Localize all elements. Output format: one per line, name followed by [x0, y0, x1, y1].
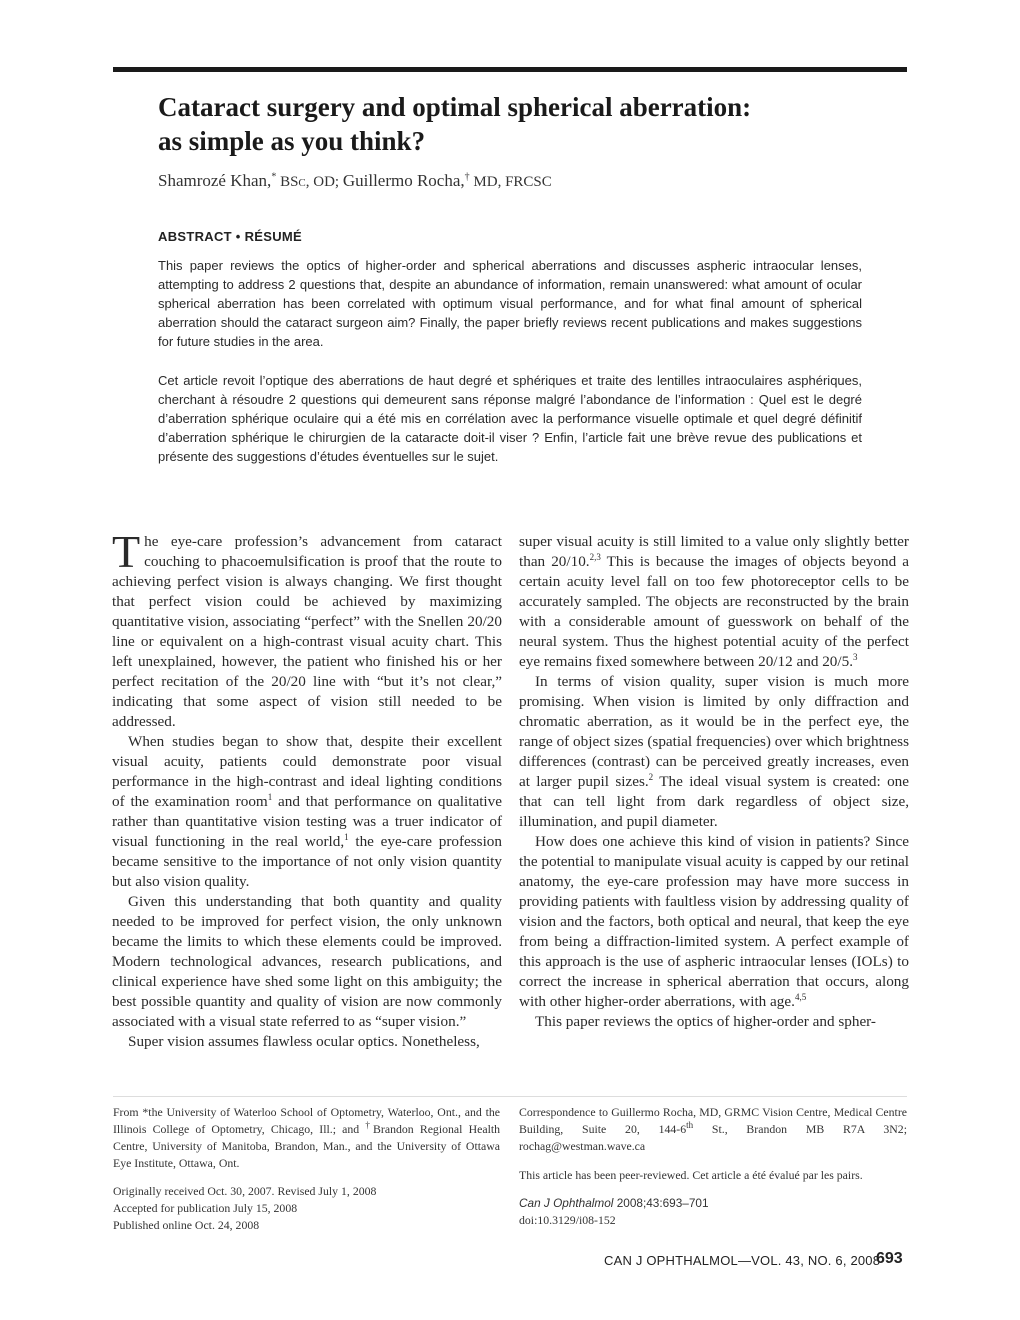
- peer-review-note: [519, 1167, 907, 1184]
- affiliation-text-b: Brandon Regional Health Centre, University of Manitoba, Brandon, Man., and the University of Ottawa Eye Institute, Ottawa, Ont.: [113, 1122, 501, 1170]
- affiliation-text-a: From *the University of Waterloo School of Optometry, Waterloo, Ont., and the Illinois College of Optometry, Chicago, Ill.; and: [113, 1105, 500, 1136]
- paragraph-5-text-a: super visual acuity is still limited to a value only slightly better than 20/10.: [519, 533, 909, 570]
- abstract-french: Cet article revoit l’optique des aberrations de haut degré et sphériques et traite des lentilles intraoculaires asphériques, cherchant à résoudre 2 questions qui demeurent sans réponse malgré l’abondance de l’information : Quel est le degré d’aberration sphérique oculaire qui a été mis en corrélation avec la performance visuelle optimale et quel degré définitif d’aberration sphérique le chirurgien de la cataracte doit-il viser ? Enfin, l’article fait une brève revue des publications et présente des suggestions d’études éventuelles sur le sujet.: [158, 373, 862, 464]
- body-column-right: [519, 532, 909, 1032]
- paragraph-2: [112, 732, 502, 892]
- affiliation-note: [113, 1104, 500, 1172]
- paragraph-6-text-b: The ideal visual system is created: one that can tell light from dark regardless of object size, illumination, and pupil diameter.: [519, 773, 909, 830]
- paragraph-1: [112, 526, 502, 732]
- paragraph-7-text-a: How does one achieve this kind of vision in patients? Since the potential to manipulate visual acuity is capped by our retinal anatomy, the eye-care profession may have more success in providing patients with faultless vision by addressing quality of vision and the factors, both optical and neural, that keep the eye from being a diffraction-limited system. A perfect example of this approach is the use of aspheric intraocular lenses (IOLs) to correct the increase in spherical aberration that occurs, along with other higher-order aberrations, with age.: [519, 833, 909, 1010]
- author-2-mark: †: [464, 171, 470, 183]
- citation-ref: 1: [344, 831, 349, 842]
- citation-ref: 2,3: [589, 551, 601, 562]
- paragraph-3: Given this understanding that both quantity and quality needed to be improved for perfect vision, the only unknown became the limits to which these elements could be improved. Modern technological advances, research publications, and clinical experience have shed some light on this ambiguity; the best possible quantity and quality of vision are now commonly associated with a visual state referred to as “super vision.”: [112, 893, 502, 1030]
- citation-journal: Can J Ophthalmol: [519, 1196, 614, 1210]
- citation-ref: 4,5: [794, 991, 807, 1002]
- body-column-left: [112, 526, 502, 1052]
- paragraph-8: This paper reviews the optics of higher-order and spher-: [535, 1013, 876, 1030]
- correspondence-note: [519, 1104, 907, 1155]
- drop-cap: T: [112, 526, 141, 577]
- published-date: Published online Oct. 24, 2008: [113, 1218, 260, 1232]
- citation-note: [519, 1195, 907, 1229]
- paragraph-2-text-c: the eye-care profession became sensitive to the importance of not only vision quantity but also vision quality.: [112, 833, 502, 890]
- citation-ref: 1: [267, 791, 273, 802]
- title-line-2: as simple as you think?: [158, 126, 426, 156]
- paragraph-1-text: he eye-care profession’s advancement from cataract couching to phacoemulsification is proof that the route to achieving perfect vision is always changing. We first thought that perfect vision could be achieved by maximizing quantitative vision, associating “perfect” with the Snellen 20/20 line or equivalent on a high-contrast visual acuity chart. This left unexplained, however, the patient who finished his or her perfect recitation of the 20/20 line with “but it’s not clear,” indicating that some aspect of vision still needed to be addressed.: [112, 533, 502, 730]
- affiliation-mark: †: [365, 1120, 374, 1131]
- paragraph-6: [519, 672, 909, 832]
- paragraph-7: [519, 832, 909, 1012]
- article-title: [158, 90, 898, 158]
- abstract-heading: ABSTRACT • RÉSUMÉ: [158, 229, 302, 244]
- page-number: 693: [876, 1250, 903, 1267]
- correspondence-text-a: Correspondence to Guillermo Rocha, MD, GRMC Vision Centre, Medical Centre Building, Suite 20, 144-6: [519, 1105, 907, 1136]
- received-date: Originally received Oct. 30, 2007. Revised July 1, 2008: [113, 1184, 377, 1198]
- paragraph-2-text-b: and that performance on qualitative rather than quantitative vision testing was a truer indicator of visual functioning in the real world,: [112, 793, 502, 850]
- abstract-english: This paper reviews the optics of higher-order and spherical aberrations and discusses aspheric intraocular lenses, attempting to address 2 questions that, despite an abundance of information, remain unanswered: what amount of ocular spherical aberration has been correlated with optimum visual performance, and for what final amount of spherical aberration should the cataract surgeon aim? Finally, the paper briefly reviews recent publications and makes suggestions for future studies in the area.: [158, 258, 862, 349]
- doi: doi:10.3129/i08-152: [519, 1213, 616, 1227]
- title-line-1: Cataract surgery and optimal spherical aberration:: [158, 92, 752, 122]
- ordinal-suffix: th: [686, 1120, 694, 1131]
- author-1-mark: *: [271, 171, 277, 183]
- top-rule: [113, 67, 907, 72]
- citation-ref: 2: [648, 771, 654, 782]
- citation-volume: 2008;43:693–701: [613, 1196, 709, 1210]
- author-2-degrees: MD, FRCSC: [469, 174, 552, 190]
- peer-review-text: This article has been peer-reviewed. Cet article a été évalué par les pairs.: [519, 1168, 863, 1182]
- paragraph-2-text-a: When studies began to show that, despite their excellent visual acuity, patients could demonstrate poor visual performance in the high-contrast and ideal lighting conditions of the examination room: [112, 733, 502, 810]
- accepted-date: Accepted for publication July 15, 2008: [113, 1201, 298, 1215]
- author-1-name: Shamrozé Khan,: [158, 171, 272, 190]
- paragraph-5-text-b: This is because the images of objects beyond a certain acuity level fall on too few photoreceptor cells to be accurately sampled. The objects are reconstructed by the brain with a considerable amount of guesswork on behalf of the neural system. Thus the highest potential acuity of the perfect eye remains fixed somewhere between 20/12 and 20/5.: [519, 553, 909, 670]
- running-footer: CAN J OPHTHALMOL—VOL. 43, NO. 6, 2008: [604, 1253, 881, 1268]
- paragraph-5: [519, 532, 909, 672]
- author-line: [158, 171, 552, 191]
- correspondence-text-b: St., Brandon MB R7A 3N2; rochag@westman.wave.ca: [519, 1122, 907, 1153]
- citation-ref: 3: [853, 651, 858, 662]
- footnote-divider: [113, 1096, 907, 1097]
- paragraph-6-text-a: In terms of vision quality, super vision is much more promising. When vision is limited by only diffraction and chromatic aberration, as it would be in the perfect eye, the range of object sizes (spatial frequencies) over which brightness differences (contrast) can be perceived greatly increases, even at larger pupil sizes.: [519, 673, 909, 790]
- paragraph-4: Super vision assumes flawless ocular optics. Nonetheless,: [128, 1033, 480, 1050]
- author-2-name: Guillermo Rocha,: [342, 171, 465, 190]
- dates-note: [113, 1183, 500, 1234]
- author-1-degrees: BSc, OD;: [276, 174, 343, 190]
